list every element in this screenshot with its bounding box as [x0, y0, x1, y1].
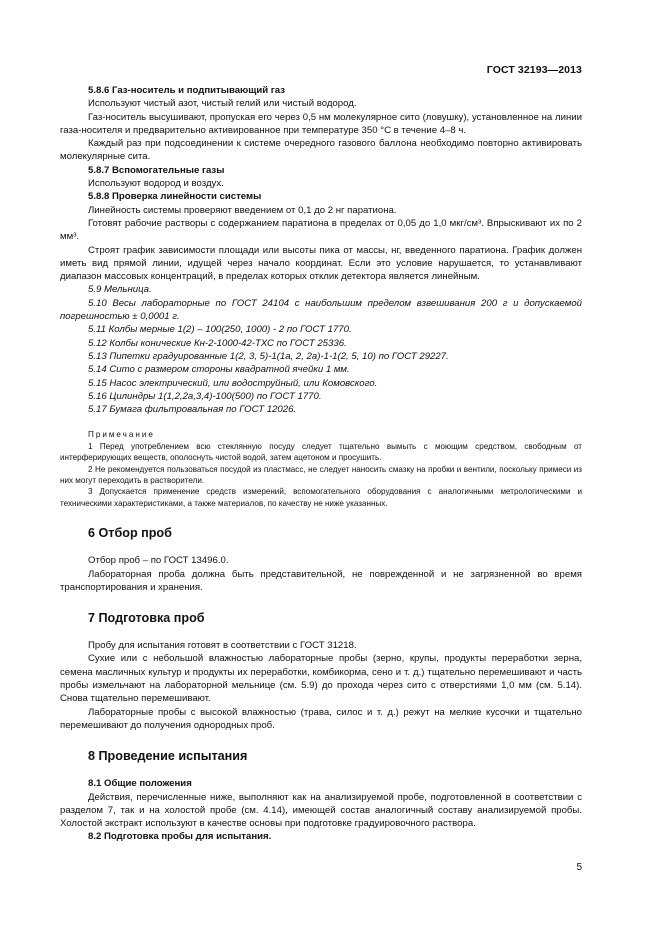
page-content	[60, 84, 582, 844]
section-title: 6 Отбор проб	[88, 526, 172, 541]
note-item: 3 Допускается применение средств измерений, вспомогательного оборудования с аналогичными метрологическими и техническими характеристиками, а также материалов, по качеству не ниже указанных.	[60, 487, 582, 508]
list-item: 5.11 Колбы мерные 1(2) – 100(250, 1000) - 2 по ГОСТ 1770.	[88, 324, 352, 336]
note-item: 1 Перед употреблением всю стеклянную посуду следует тщательно вымыть с моющим средством, свободным от интерферирующих веществ, ополоснуть чистой водой, затем ацетоном и просушить.	[60, 441, 582, 463]
list-item: 5.12 Колбы конические Кн-2-1000-42-ТХС по ГОСТ 25336.	[88, 337, 347, 349]
paragraph: Действия, перечисленные ниже, выполняют как на анализируемой пробе, подготовленной в соответствии с разделом 7, так и на холостой пробе (см. 4.14), имеющей состав аналогичный составу анализируемой пробы. Холостой экстракт используют в качестве основы при подготовке градуировочного раствора.	[60, 791, 582, 830]
paragraph: Линейность системы проверяют введением от 0,1 до 2 нг паратиона.	[88, 204, 397, 216]
list-item: 5.9 Мельница.	[88, 284, 152, 296]
paragraph: Отбор проб – по ГОСТ 13496.0.	[88, 555, 229, 567]
paragraph: Готовят рабочие растворы с содержанием паратиона в пределах от 0,05 до 1,0 мкг/см³. Впрыскивают их по 2 мм³.	[60, 217, 582, 243]
page-number: 5	[576, 862, 582, 873]
paragraph: Пробу для испытания готовят в соответствии с ГОСТ 31218.	[88, 640, 357, 652]
paragraph: Лабораторная проба должна быть представительной, не поврежденной и не загрязненной во время транспортирования и хранения.	[60, 568, 582, 593]
paragraph: Используют водород и воздух.	[88, 178, 224, 190]
list-item: 5.17 Бумага фильтровальная по ГОСТ 12026.	[88, 404, 297, 416]
list-item: 5.16 Цилиндры 1(1,2,2а,3,4)-100(500) по ГОСТ 1770.	[88, 390, 322, 402]
section-heading: 5.8.6 Газ-носитель и подпитывающий газ	[88, 85, 286, 96]
list-item: 5.13 Пипетки градуированные 1(2, 3, 5)-1(1а, 2, 2а)-1-1(2, 5, 10) по ГОСТ 29227.	[88, 350, 449, 362]
section-title: 7 Подготовка проб	[88, 611, 205, 626]
paragraph: Используют чистый азот, чистый гелий или чистый водород.	[88, 98, 357, 110]
paragraph: Сухие или с небольшой влажностью лабораторные пробы (зерно, крупы, продукты переработки зерна, семена масличных культур и продукты их переработки, комбикорма, сено и т. д.) тщательно перемешивают и часть пробы измельчают на лабораторной мельнице (см. 5.9) до прохода через сито с отверстиями 1,0 мм (см. 5.14). Снова тщательно перемешивают.	[60, 653, 582, 705]
paragraph: Лабораторные пробы с высокой влажностью (трава, силос и т. д.) режут на мелкие кусочки и тщательно перемешивают до получения однородных проб.	[60, 706, 582, 731]
note-item: 2 Не рекомендуется пользоваться посудой из пластмасс, не следует наносить смазку на пробки и вентили, поскольку примеси из них могут переходить в растворители.	[60, 464, 582, 486]
paragraph: Строят график зависимости площади или высоты пика от массы, нг, введенного паратиона. График должен иметь вид прямой линии, идущей через начало координат. Если это условие нарушается, то устанавливают диапазон массовых концентраций, в пределах которых отклик детектора является линейным.	[60, 244, 582, 283]
section-heading: 5.8.7 Вспомогательные газы	[88, 164, 225, 176]
list-item: 5.14 Сито с размером стороны квадратной ячейки 1 мм.	[88, 364, 350, 376]
list-item: 5.15 Насос электрический, или водоструйный, или Комовского.	[88, 377, 378, 389]
note-title: Примечание	[88, 430, 155, 440]
subsection-heading: 8.1 Общие положения	[88, 778, 192, 790]
paragraph: Газ-носитель высушивают, пропуская его через 0,5 нм молекулярное сито (ловушку), установленное на линии газа-носителя и предварительно активированное при температуре 350 °С в течение 4–8 ч.	[60, 111, 582, 136]
section-heading: 5.8.8 Проверка линейности системы	[88, 191, 262, 203]
subsection-heading: 8.2 Подготовка пробы для испытания.	[88, 831, 272, 843]
list-item: 5.10 Весы лабораторные по ГОСТ 24104 с наибольшим пределом взвешивания 200 г и допускаемой погрешностью ± 0,0001 г.	[60, 297, 582, 323]
section-title: 8 Проведение испытания	[88, 749, 248, 764]
document-header: ГОСТ 32193—2013	[486, 64, 582, 76]
paragraph: Каждый раз при подсоединении к системе очередного газового баллона необходимо повторно активировать молекулярные сита.	[60, 138, 582, 163]
